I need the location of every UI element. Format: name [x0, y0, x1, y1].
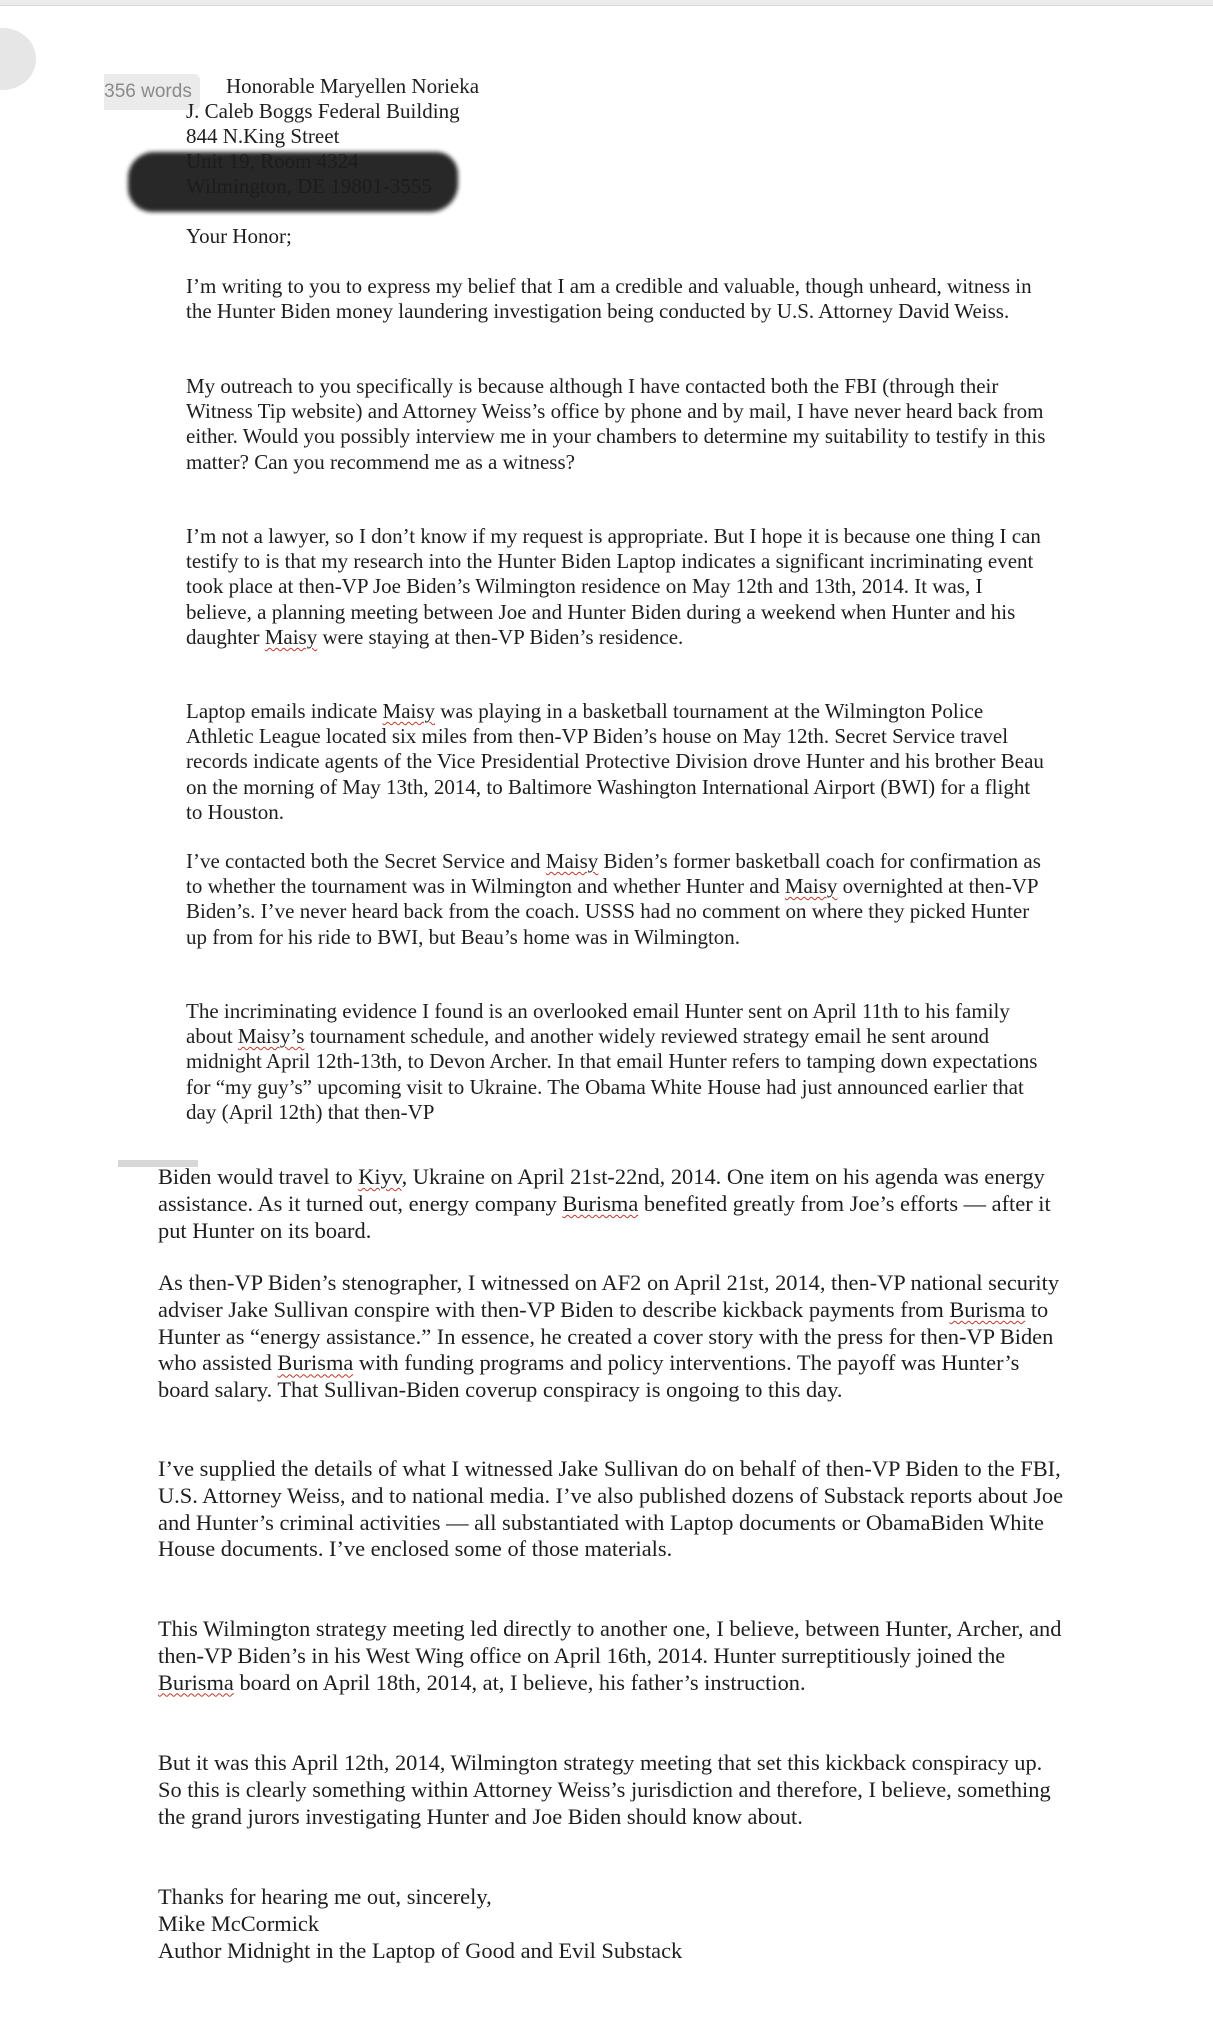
paragraph-7: Biden would travel to Kiyv, Ukraine on April 21st-22nd, 2014. One item on his agenda was energy assistance. As it turned out, energy company Burisma benefited greatly from Joe’s efforts — after it put Hunter on its board. — [158, 1164, 1051, 1243]
paragraph-4: Laptop emails indicate Maisy was playing in a basketball tournament at the Wilmington Police Athletic League located six miles from then-VP Biden’s house on May 12th. Secret Service travel records indicate agents of the Vice Presidential Protective Division drove Hunter and his brother Beau on the morning of May 13th, 2014, to Baltimore Washington International Airport (BWI) for a flight to Houston. — [186, 699, 1044, 824]
spellcheck-word: Maisy — [382, 699, 436, 723]
paragraph-5: I’ve contacted both the Secret Service and Maisy Biden’s former basketball coach for confirmation as to whether the tournament was in Wilmington and whether Hunter and Maisy overnighted at then-VP Biden’s. I’ve never heard back from the coach. USSS had no comment on where they picked Hunter up from for his ride to BWI, but Beau’s home was in Wilmington. — [186, 849, 1041, 949]
spellcheck-word: Maisy — [545, 849, 599, 873]
spellcheck-word: Maisy — [784, 874, 838, 899]
paragraph-8: As then-VP Biden’s stenographer, I witnessed on AF2 on April 21st, 2014, then-VP national security adviser Jake Sullivan conspire with then-VP Biden to describe kickback payments from Burisma to Hunter as “energy assistance.” In essence, he created a cover story with the press for then-VP Biden who assisted Burisma with funding programs and policy interventions. The payoff was Hunter’s board salary. That Sullivan-Biden coverup conspiracy is ongoing to this day. — [158, 1270, 1060, 1403]
spellcheck-word: Burisma — [949, 1296, 1026, 1322]
paragraph-3: I’m not a lawyer, so I don’t know if my request is appropriate. But I hope it is because one thing I can testify to is that my research into the Hunter Biden Laptop indicates a significant incriminating event took place at then-VP Joe Biden’s Wilmington residence on May 12th and 13th, 2014. It was, I believe, a planning meeting between Joe and Hunter Biden during a weekend when Hunter and his daughter Maisy were staying at then-VP Biden’s residence. — [186, 524, 1041, 649]
address-building: J. Caleb Boggs Federal Building — [186, 99, 460, 123]
address-street: 844 N.King Street — [186, 124, 340, 148]
salutation: Your Honor; — [186, 224, 292, 248]
spellcheck-word: Burisma — [562, 1190, 639, 1216]
paragraph-1: I’m writing to you to express my belief that I am a credible and valuable, though unheard, witness in the Hunter Biden money laundering investigation being conducted by U.S. Attorney David Weiss. — [186, 274, 1032, 324]
spellcheck-word: Kiyv — [358, 1164, 402, 1189]
paragraph-9: I’ve supplied the details of what I witnessed Jake Sullivan do on behalf of then-VP Biden to the FBI, U.S. Attorney Weiss, and to national media. I’ve also published dozens of Substack reports about Joe and Hunter’s criminal activities — all substantiated with Laptop documents or ObamaBiden White House documents. I’ve enclosed some of those materials. — [158, 1456, 1064, 1562]
paragraph-6: The incriminating evidence I found is an overlooked email Hunter sent on April 11th to his family about Maisy’s tournament schedule, and another widely reviewed strategy email he sent around midnight April 12th-13th, to Devon Archer. In that email Hunter refers to tamping down expectations for “my guy’s” upcoming visit to Ukraine. The Obama White House had just announced earlier that day (April 12th) that then-VP — [186, 999, 1038, 1124]
corner-handle[interactable] — [0, 28, 36, 90]
top-divider — [0, 0, 1213, 6]
spellcheck-word: Burisma — [277, 1350, 354, 1376]
signer-name: Mike McCormick — [158, 1911, 320, 1936]
word-count-label: 356 words — [104, 81, 192, 102]
redaction-mark — [128, 152, 458, 212]
paragraph-10: This Wilmington strategy meeting led directly to another one, I believe, between Hunter, Archer, and then-VP Biden’s in his West Wing office on April 16th, 2014. Hunter surreptitiously joined the Burisma board on April 18th, 2014, at, I believe, his father’s instruction. — [158, 1616, 1062, 1695]
recipient-name: Honorable Maryellen Norieka — [226, 74, 480, 98]
spellcheck-word: Maisy’s — [237, 1024, 305, 1049]
spellcheck-word: Maisy — [264, 624, 318, 649]
paragraph-2: My outreach to you specifically is because although I have contacted both the FBI (through their Witness Tip website) and Attorney Weiss’s office by phone and by mail, I have never heard back from either. Would you possibly interview me in your chambers to determine my suitability to testify in this matter? Can you recommend me as a witness? — [186, 374, 1046, 474]
closing: Thanks for hearing me out, sincerely, — [158, 1884, 492, 1909]
paragraph-11: But it was this April 12th, 2014, Wilmington strategy meeting that set this kickback conspiracy up. So this is clearly something within Attorney Weiss’s jurisdiction and therefore, I believe, something the grand jurors investigating Hunter and Joe Biden should know about. — [158, 1750, 1051, 1829]
spellcheck-word: Burisma — [158, 1669, 234, 1695]
signer-title: Author Midnight in the Laptop of Good and Evil Substack — [158, 1938, 683, 1963]
